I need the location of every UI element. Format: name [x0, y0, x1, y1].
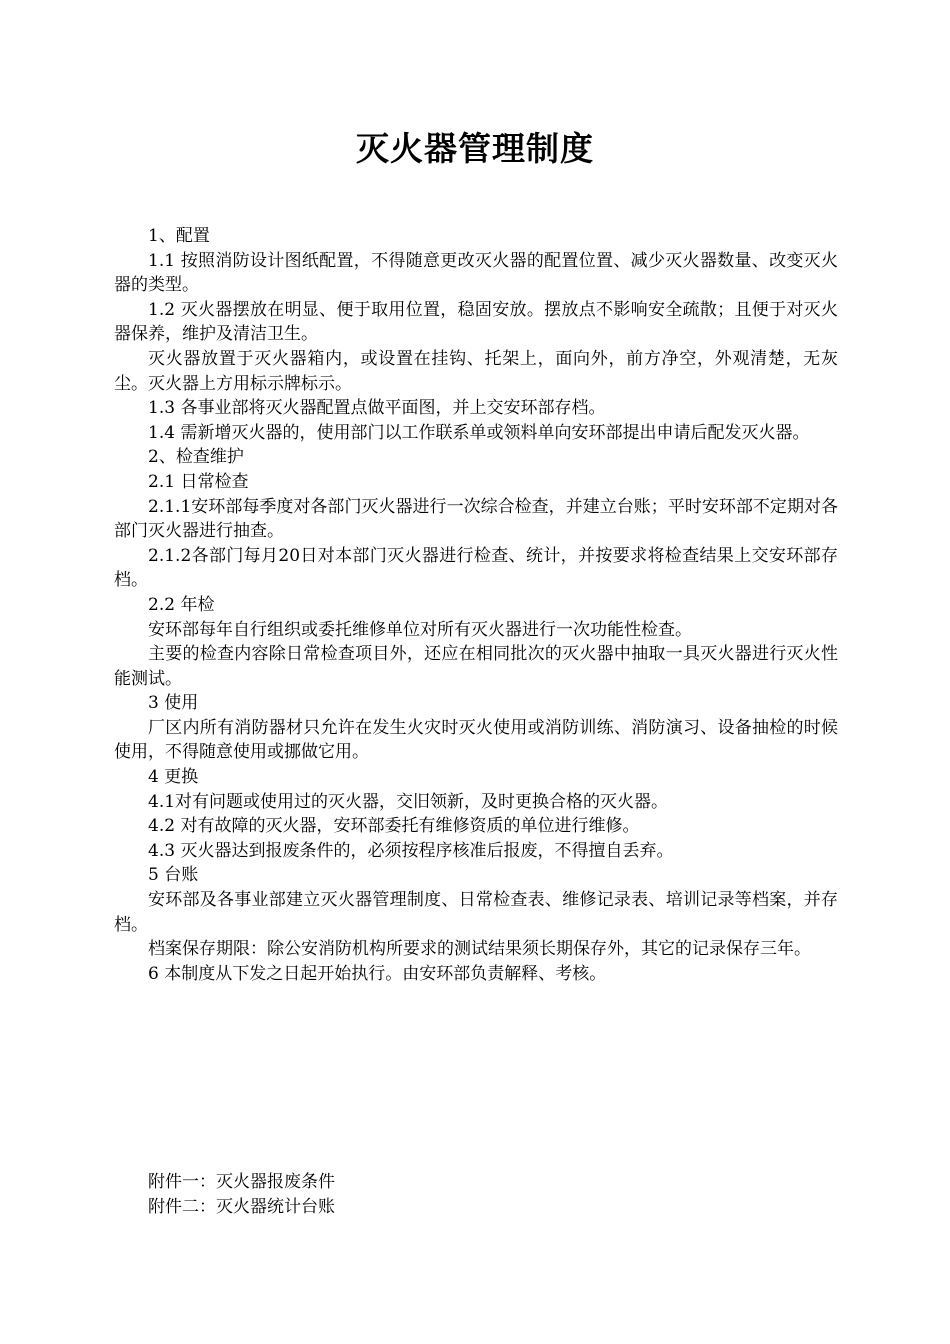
attachment-item: 附件二：灭火器统计台账: [148, 1196, 335, 1217]
section-heading-config: 1、配置: [148, 226, 210, 246]
paragraph: 1.3 各事业部将灭火器配置点做平面图，并上交安环部存档。: [148, 398, 606, 419]
paragraph: 档案保存期限：除公安消防机构所要求的测试结果须长期保存外，其它的记录保存三年。: [148, 939, 811, 960]
paragraph: 灭火器放置于灭火器箱内，或设置在挂钩、托架上，面向外，前方净空，外观清楚，无灰尘。灭火器上方用标示牌标示。: [114, 348, 838, 394]
attachment-item: 附件一：灭火器报废条件: [148, 1172, 335, 1192]
paragraph: 厂区内所有消防器材只允许在发生火灾时灭火使用或消防训练、消防演习、设备抽检的时候使用，不得随意使用或挪做它用。: [114, 717, 838, 763]
section-heading-usage: 3 使用: [148, 693, 199, 714]
paragraph: 4.1对有问题或使用过的灭火器，交旧领新，及时更换合格的灭火器。: [148, 791, 669, 812]
paragraph: 2.1.1安环部每季度对各部门灭火器进行一次综合检查，并建立台账；平时安环部不定期对各部门灭火器进行抽查。: [114, 496, 838, 542]
attachments-list: [114, 1170, 838, 1219]
paragraph: 4.3 灭火器达到报废条件的，必须按程序核准后报废，不得擅自丢弃。: [148, 840, 674, 861]
section-heading-ledger: 5 台账: [148, 865, 199, 886]
subsection-heading: 2.2 年检: [148, 594, 215, 615]
paragraph: 主要的检查内容除日常检查项目外，还应在相同批次的灭火器中抽取一具灭火器进行灭火性能测试。: [114, 644, 838, 689]
section-heading-inspection: 2、检查维护: [148, 447, 244, 468]
paragraph: 2.1.2各部门每月20日对本部门灭火器进行检查、统计，并按要求将检查结果上交安环部存档。: [114, 545, 838, 591]
paragraph-effective-date: 6 本制度从下发之日起开始执行。由安环部负责解释、考核。: [148, 963, 607, 984]
document-title: 灭火器管理制度: [356, 129, 594, 168]
paragraph: 4.2 对有故障的灭火器，安环部委托有维修资质的单位进行维修。: [148, 816, 640, 837]
subsection-heading: 2.1 日常检查: [148, 471, 249, 492]
document-body: [114, 224, 838, 986]
paragraph: 1.4 需新增灭火器的，使用部门以工作联系单或领料单向安环部提出申请后配发灭火器。: [148, 422, 810, 443]
paragraph: 安环部及各事业部建立灭火器管理制度、日常检查表、维修记录表、培训记录等档案，并存档。: [114, 890, 838, 935]
paragraph: 1.1 按照消防设计图纸配置，不得随意更改灭火器的配置位置、减少灭火器数量、改变灭火器的类型。: [114, 250, 838, 296]
paragraph: 安环部每年自行组织或委托维修单位对所有灭火器进行一次功能性检查。: [148, 619, 692, 640]
section-heading-replacement: 4 更换: [148, 767, 199, 788]
paragraph: 1.2 灭火器摆放在明显、便于取用位置，稳固安放。摆放点不影响安全疏散；且便于对灭火器保养，维护及清洁卫生。: [114, 299, 838, 345]
